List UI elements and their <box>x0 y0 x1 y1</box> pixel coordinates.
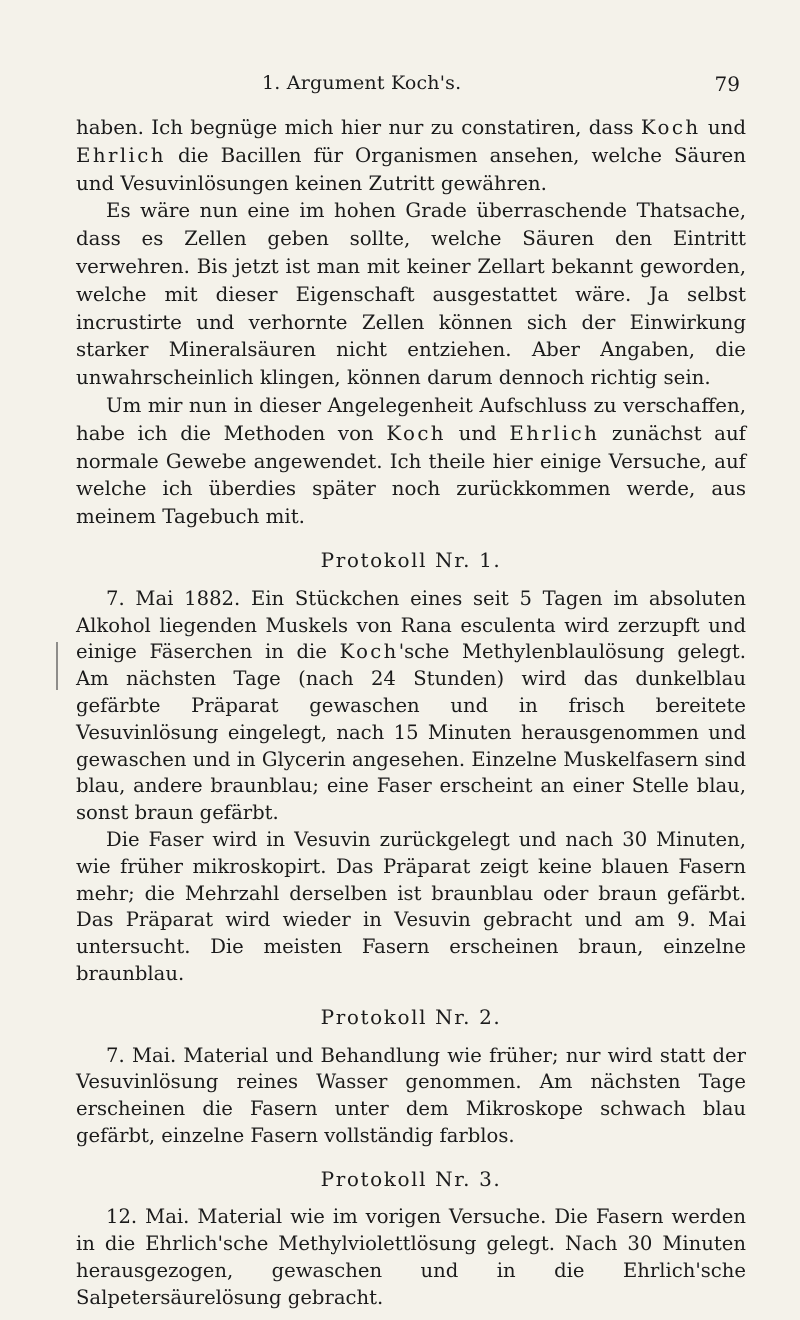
paragraph-1: haben. Ich begnüge mich hier nur zu constatiren, dass Koch und Ehrlich die Bacillen für Organismen ansehen, welche Säuren und Vesuvinlösungen keinen Zutritt gewähren. <box>76 116 746 195</box>
margin-mark <box>56 642 58 690</box>
page-number: 79 <box>714 72 740 96</box>
author-name-ehrlich: Ehrlich <box>509 421 600 445</box>
protocol-2-paragraph-1: 7. Mai. Material und Behandlung wie früher; nur wird statt der Vesuvinlösung reines Wasser genommen. Am nächsten Tage erscheinen die Fasern unter dem Mikroskope schwach blau gefärbt, einzelne Fasern vollständig farblos. <box>76 1043 746 1147</box>
protocol-3 <box>76 1204 746 1311</box>
author-name-koch: Koch <box>339 640 399 664</box>
protocol-heading-2: Protokoll Nr. 2. <box>320 1004 502 1029</box>
author-name-koch: Koch <box>640 116 701 139</box>
main-text <box>76 114 746 1312</box>
protocol-2 <box>76 1043 746 1150</box>
protocol-heading-3: Protokoll Nr. 3. <box>320 1166 502 1191</box>
protocol-1-paragraph-1: 7. Mai 1882. Ein Stückchen eines seit 5 Tagen im absoluten Alkohol liegenden Muskels von Rana esculenta wird zerzupft und einige Fäserchen in die Koch'sche Methylenblaulösung gelegt. Am nächsten Tage (nach 24 Stunden) wird das dunkelblau gefärbte Präparat gewaschen und in frisch bereitete Vesuvinlösung eingelegt, nach 15 Minuten herausgenommen und gewaschen und in Glycerin angesehen. Einzelne Muskelfasern sind blau, andere braunblau; eine Faser erscheint an einer Stelle blau, sonst braun gefärbt. <box>76 586 746 825</box>
author-name-koch: Koch <box>386 421 446 445</box>
protocol-1-paragraph-2: Die Faser wird in Vesuvin zurückgelegt und nach 30 Minuten, wie früher mikroskopirt. Das Präparat zeigt keine blauen Fasern mehr; die Mehrzahl derselben ist braunblau oder braun gefärbt. Das Präparat wird wieder in Vesuvin gebracht und am 9. Mai untersucht. Die meisten Fasern erscheinen braun, einzelne braunblau. <box>76 827 746 985</box>
author-name-ehrlich: Ehrlich <box>76 143 166 167</box>
paragraph-2: Es wäre nun eine im hohen Grade überraschende Thatsache, dass es Zellen geben sollte, welche Säuren den Eintritt verwehren. Bis jetzt ist man mit keiner Zellart bekannt geworden, welche mit dieser Eigenschaft ausgestattet wäre. Ja selbst incrustirte und verhornte Zellen können sich der Einwirkung starker Mineralsäuren nicht entziehen. Aber Angaben, die unwahrscheinlich klingen, können darum dennoch richtig sein. <box>76 199 746 390</box>
protocol-heading-1: Protokoll Nr. 1. <box>320 547 502 572</box>
paragraph-3: Um mir nun in dieser Angelegenheit Aufschluss zu verschaffen, habe ich die Methoden von Koch und Ehrlich zunächst auf normale Gewebe angewendet. Ich theile hier einige Versuche, auf welche ich überdies später noch zurückkommen werde, aus meinem Tagebuch mit. <box>76 393 747 529</box>
protocol-3-paragraph-1: 12. Mai. Material wie im vorigen Versuche. Die Fasern werden in die Ehrlich'sche Methylviolettlösung gelegt. Nach 30 Minuten herausgezogen, gewaschen und in die Ehrlich'sche Salpetersäurelösung gebracht. <box>76 1205 746 1309</box>
running-head: 1. Argument Koch's. <box>262 72 462 94</box>
protocol-1 <box>76 586 746 988</box>
